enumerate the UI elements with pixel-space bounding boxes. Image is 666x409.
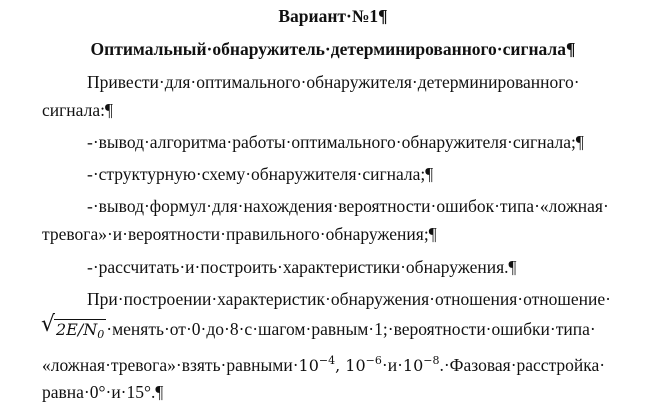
list-item-2: -·структурную·схему·обнаружителя·сигнала;¶: [87, 164, 434, 184]
separator-1: ,: [335, 356, 346, 375]
probability-1: $10^{-4}$: [298, 354, 336, 375]
separator-2: ·и·: [381, 355, 403, 375]
list-item-3-line-1: -·вывод·формул·для·нахождения·вероятности·ошибок·типа·«ложная·: [87, 196, 609, 216]
sqrt-subscript: 0: [97, 328, 105, 341]
sqrt-expression: 2E/N: [56, 320, 98, 339]
list-item-3-line-2: тревога»·и·вероятности·правильного·обнаружения;¶: [42, 224, 437, 244]
paragraph-line-3: [42, 350, 605, 377]
sqrt-formula: √ $2E/N_0$: [41, 312, 105, 341]
intro-line-1: Привести·для·оптимального·обнаружителя·детерминированного·: [87, 72, 580, 92]
paragraph-line-2: [41, 312, 596, 346]
document-subtitle: Оптимальный·обнаружитель·детерминированного·сигнала¶: [90, 39, 576, 59]
paragraph-line-3-start: «ложная·тревога»·взять·равными·: [42, 355, 299, 375]
paragraph-line-2-text: ·менять·от·0·до·8·с·шагом·равным·1;·вероятности·ошибки·типа·: [106, 319, 596, 339]
probability-3: $10^{-8}$: [402, 354, 440, 375]
paragraph-line-3-end: .·Фазовая·расстройка·: [439, 355, 606, 375]
variant-title: Вариант·№1¶: [278, 6, 388, 26]
intro-line-2: сигнала:¶: [42, 100, 113, 120]
list-item-1: -·вывод·алгоритма·работы·оптимального·обнаружителя·сигнала;¶: [87, 132, 584, 152]
paragraph-line-1: При·построении·характеристик·обнаружения·отношения·отношение·: [87, 289, 611, 309]
probability-2: $10^{-6}$: [345, 354, 382, 375]
paragraph-line-4: равна·0°·и·15°.¶: [42, 382, 164, 402]
list-item-4: -·рассчитать·и·построить·характеристики·обнаружения.¶: [87, 257, 517, 277]
